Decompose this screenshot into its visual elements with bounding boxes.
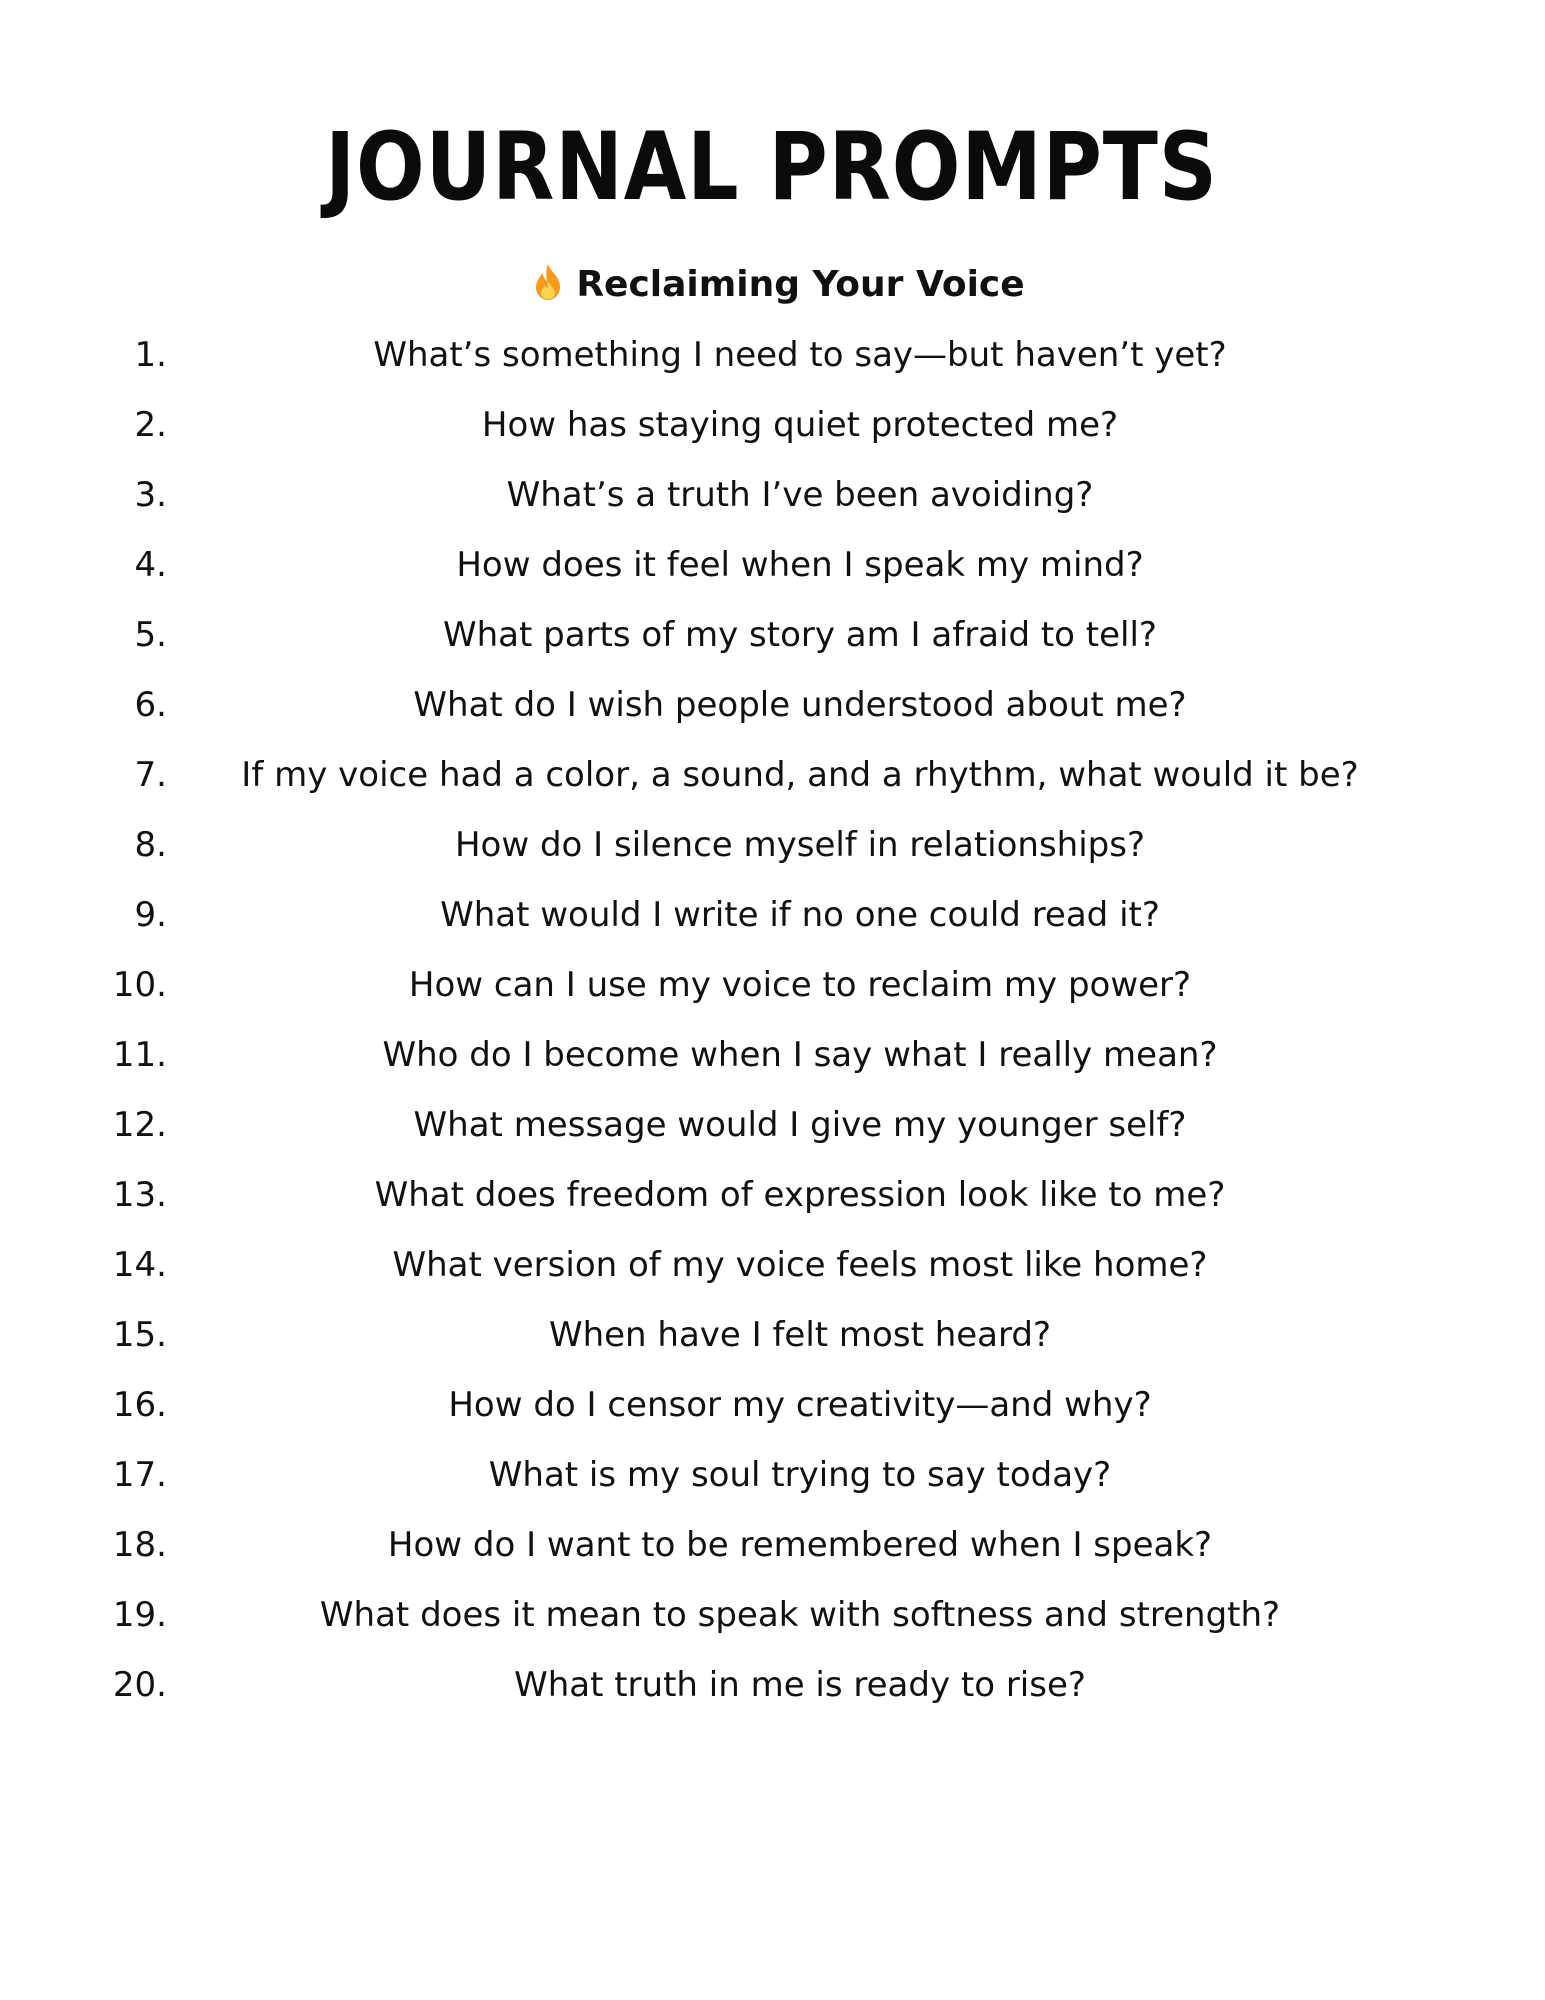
prompt-text: When have I felt most heard?	[548, 1315, 1052, 1355]
prompt-number: 18.	[112, 1525, 167, 1565]
prompt-number: 4.	[134, 545, 167, 585]
page-title: JOURNAL PROMPTS	[325, 113, 1218, 222]
prompt-text: How does it feel when I speak my mind?	[456, 545, 1144, 585]
prompt-number: 12.	[112, 1105, 167, 1145]
prompt-text: How do I censor my creativity—and why?	[448, 1385, 1152, 1425]
prompt-text: What message would I give my younger self?	[413, 1105, 1187, 1145]
prompt-item	[0, 1440, 1545, 1510]
prompt-number: 19.	[112, 1595, 167, 1635]
prompt-number: 20.	[112, 1665, 167, 1705]
prompt-item	[0, 1090, 1545, 1160]
prompt-text: What parts of my story am I afraid to tell?	[443, 615, 1157, 655]
prompt-text: What version of my voice feels most like home?	[392, 1245, 1208, 1285]
prompt-text: What would I write if no one could read it?	[440, 895, 1160, 935]
prompt-item	[0, 1510, 1545, 1580]
prompt-text: How can I use my voice to reclaim my power?	[408, 965, 1192, 1005]
prompt-item	[0, 1300, 1545, 1370]
prompt-list	[0, 320, 1545, 1720]
prompt-text: What do I wish people understood about me?	[413, 685, 1187, 725]
prompt-item	[0, 600, 1545, 670]
prompt-number: 17.	[112, 1455, 167, 1495]
prompt-text: If my voice had a color, a sound, and a rhythm, what would it be?	[241, 755, 1359, 795]
prompt-text: What does it mean to speak with softness and strength?	[319, 1595, 1281, 1635]
prompt-item	[0, 320, 1545, 390]
prompt-item	[0, 1650, 1545, 1720]
prompt-number: 1.	[134, 335, 167, 375]
prompt-item	[0, 1230, 1545, 1300]
prompt-number: 16.	[112, 1385, 167, 1425]
prompt-text: How has staying quiet protected me?	[481, 405, 1119, 445]
prompt-item	[0, 950, 1545, 1020]
prompt-number: 15.	[112, 1315, 167, 1355]
prompt-item	[0, 1020, 1545, 1090]
prompt-item	[0, 1370, 1545, 1440]
prompt-text: How do I silence myself in relationships?	[454, 825, 1145, 865]
prompt-text: What does freedom of expression look like to me?	[374, 1175, 1226, 1215]
prompt-text: What is my soul trying to say today?	[488, 1455, 1112, 1495]
prompt-item	[0, 1580, 1545, 1650]
prompt-item	[0, 1160, 1545, 1230]
prompt-item	[0, 740, 1545, 810]
subtitle	[0, 262, 1545, 308]
subtitle-group	[530, 262, 1024, 308]
prompt-number: 10.	[112, 965, 167, 1005]
prompt-item	[0, 530, 1545, 600]
prompt-item	[0, 670, 1545, 740]
prompt-number: 13.	[112, 1175, 167, 1215]
subtitle-text: Reclaiming Your Voice	[576, 264, 1025, 305]
prompt-item	[0, 810, 1545, 880]
flame-icon	[530, 262, 566, 302]
prompt-item	[0, 460, 1545, 530]
prompt-number: 9.	[134, 895, 167, 935]
prompt-number: 3.	[134, 475, 167, 515]
prompt-number: 2.	[134, 405, 167, 445]
prompt-number: 8.	[134, 825, 167, 865]
prompt-number: 6.	[134, 685, 167, 725]
prompt-text: What truth in me is ready to rise?	[514, 1665, 1086, 1705]
prompt-text: Who do I become when I say what I really mean?	[382, 1035, 1218, 1075]
prompt-text: What’s a truth I’ve been avoiding?	[506, 475, 1094, 515]
prompt-item	[0, 390, 1545, 460]
prompt-number: 14.	[112, 1245, 167, 1285]
prompt-text: How do I want to be remembered when I speak?	[387, 1525, 1213, 1565]
prompt-number: 11.	[112, 1035, 167, 1075]
prompt-number: 5.	[134, 615, 167, 655]
prompt-item	[0, 880, 1545, 950]
prompt-text: What’s something I need to say—but haven’t yet?	[373, 335, 1227, 375]
prompt-number: 7.	[134, 755, 167, 795]
